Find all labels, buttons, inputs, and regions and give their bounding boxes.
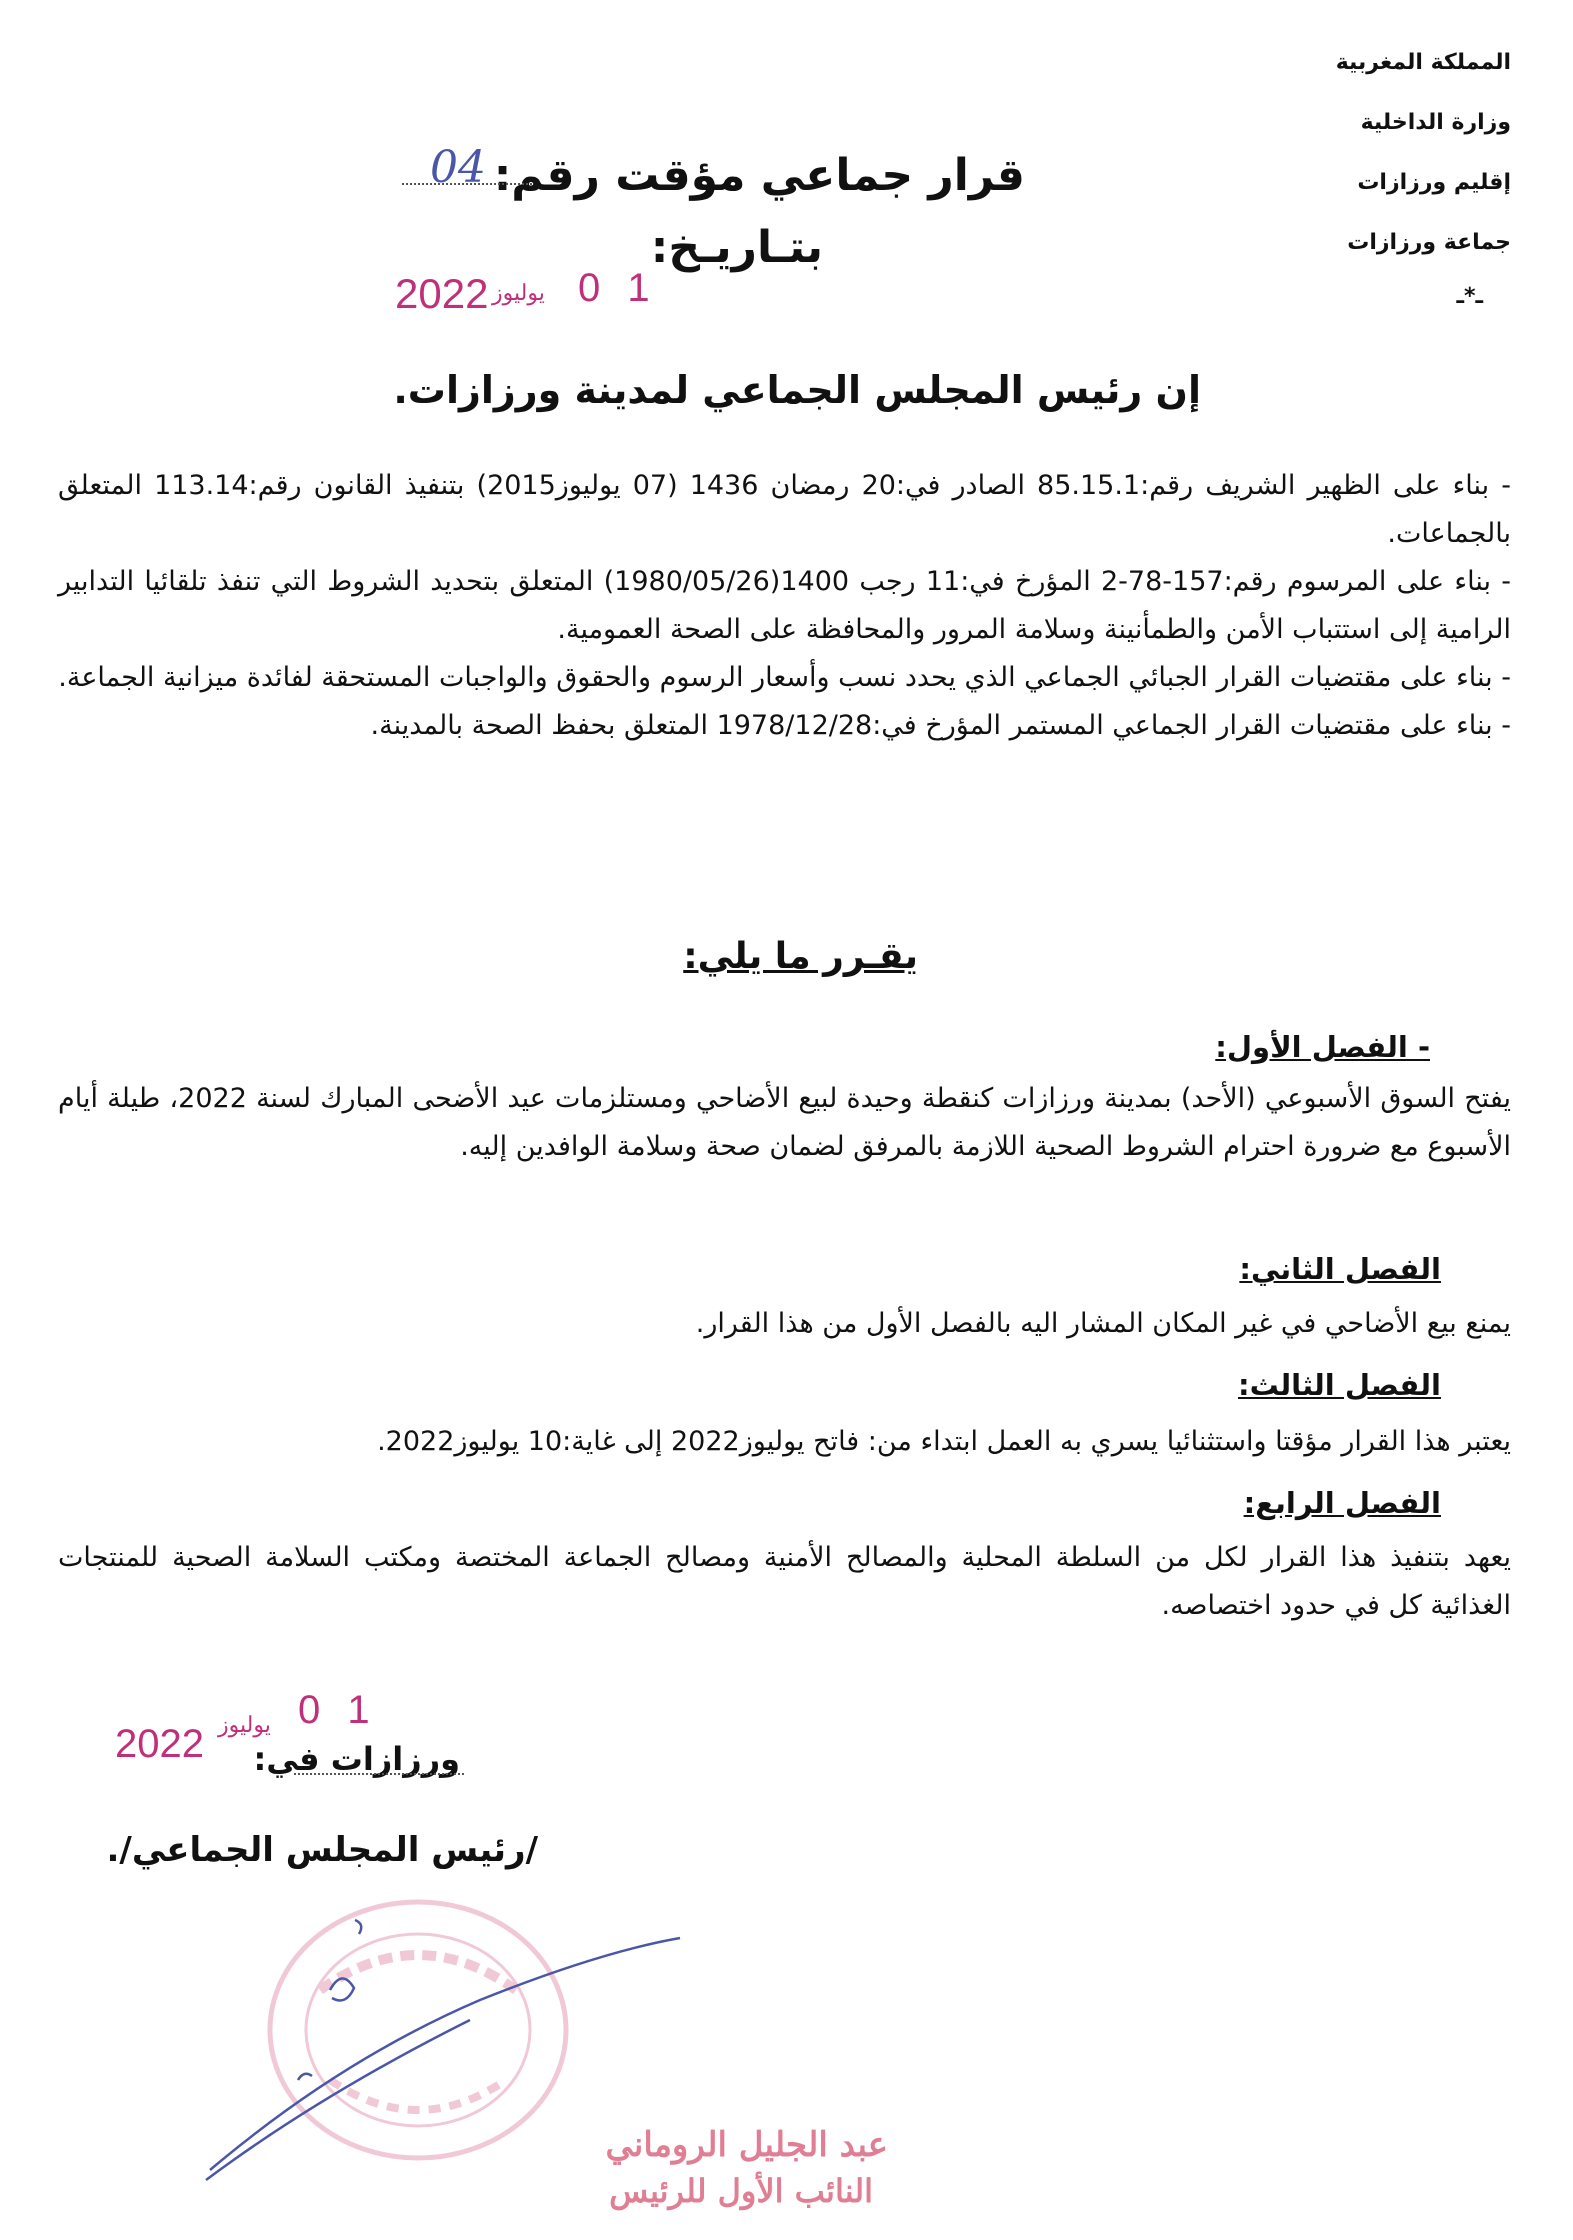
date-stamp-day: 0 1 (578, 266, 658, 310)
chapter-4-text: يعهد بتنفيذ هذا القرار لكل من السلطة المحلية والمصالح الأمنية ومصالح الجماعة المختصة ومكتب السلامة الصحية للمنتجات الغذائية كل في حدود اختصاصه. (58, 1542, 1511, 1621)
seal-title: النائب الأول للرئيس (609, 2172, 873, 2210)
date-stamp-month: يوليوز (492, 280, 545, 305)
header-kingdom: المملكة المغربية (1335, 50, 1511, 75)
seal-name: عبد الجليل الروماني (605, 2125, 888, 2165)
chapter-4-title: الفصل الرابع: (1243, 1486, 1441, 1520)
chapter-2-title: الفصل الثاني: (1239, 1252, 1441, 1286)
signature-date-day: 0 1 (298, 1688, 378, 1732)
document-heading: إن رئيس المجلس الجماعي لمدينة ورزازات. (393, 368, 1201, 412)
president-title: /رئيس المجلس الجماعي/. (106, 1830, 538, 1870)
date-label: بتـاريـخ: (650, 222, 823, 273)
considerations-block (58, 462, 1511, 750)
chapter-2-text: يمنع بيع الأضاحي في غير المكان المشار اليه بالفصل الأول من هذا القرار. (695, 1308, 1511, 1339)
chapter-3-title: الفصل الثالث: (1238, 1368, 1441, 1402)
decides-heading: يقـرر ما يلي: (683, 936, 918, 977)
header-commune: جماعة ورزازات (1347, 230, 1511, 255)
header-province: إقليم ورزازات (1357, 170, 1511, 195)
place-label: ورزازات في: (253, 1740, 460, 1778)
chapter-1-title: - الفصل الأول: (1215, 1030, 1430, 1064)
date-stamp-year: 2022 (395, 270, 489, 317)
chapter-1-text: يفتح السوق الأسبوعي (الأحد) بمدينة ورزازات كنقطة وحيدة لبيع الأضاحي ومستلزمات عيد الأضحى المبارك لسنة 2022، طيلة أيام الأسبوع مع ضرورة احترام الشروط الصحية اللازمة بالمرفق لضمان صحة وسلامة الوافدين إليه. (58, 1083, 1512, 1162)
place-date-dots (294, 1773, 464, 1775)
consideration-2: - بناء على المرسوم رقم:157-78-2 المؤرخ في:11 رجب 1400(1980/05/26) المتعلق بتحديد الشروط التي تنفذ تلقائيا التدابير الرامية إلى استتباب الأمن والطمأنينة وسلامة المرور والمحافظة على الصحة العمومية. (58, 566, 1511, 645)
chapter-3-text: يعتبر هذا القرار مؤقتا واستثنائيا يسري به العمل ابتداء من: فاتح يوليوز2022 إلى غاية:10 يوليوز2022. (377, 1426, 1511, 1457)
header-ministry: وزارة الداخلية (1360, 110, 1511, 135)
decision-number: 04 (430, 142, 486, 193)
consideration-3: - بناء على مقتضيات القرار الجبائي الجماعي الذي يحدد نسب وأسعار الرسوم والحقوق والواجبات المستحقة لفائدة ميزانية الجماعة. (58, 662, 1511, 693)
decision-title-label: قرار جماعي مؤقت رقم: (493, 150, 1025, 201)
consideration-1: - بناء على الظهير الشريف رقم:85.15.1 الصادر في:20 رمضان 1436 (07 يوليوز2015) بتنفيذ القانون رقم:113.14 المتعلق بالجماعات. (58, 470, 1511, 549)
consideration-4: - بناء على مقتضيات القرار الجماعي المستمر المؤرخ في:1978/12/28 المتعلق بحفظ الصحة بالمدينة. (370, 710, 1511, 741)
header-separator: ـ*ـ (1456, 284, 1483, 309)
signature-date-month: يوليوز (218, 1712, 271, 1737)
signature-date-year: 2022 (115, 1722, 204, 1766)
